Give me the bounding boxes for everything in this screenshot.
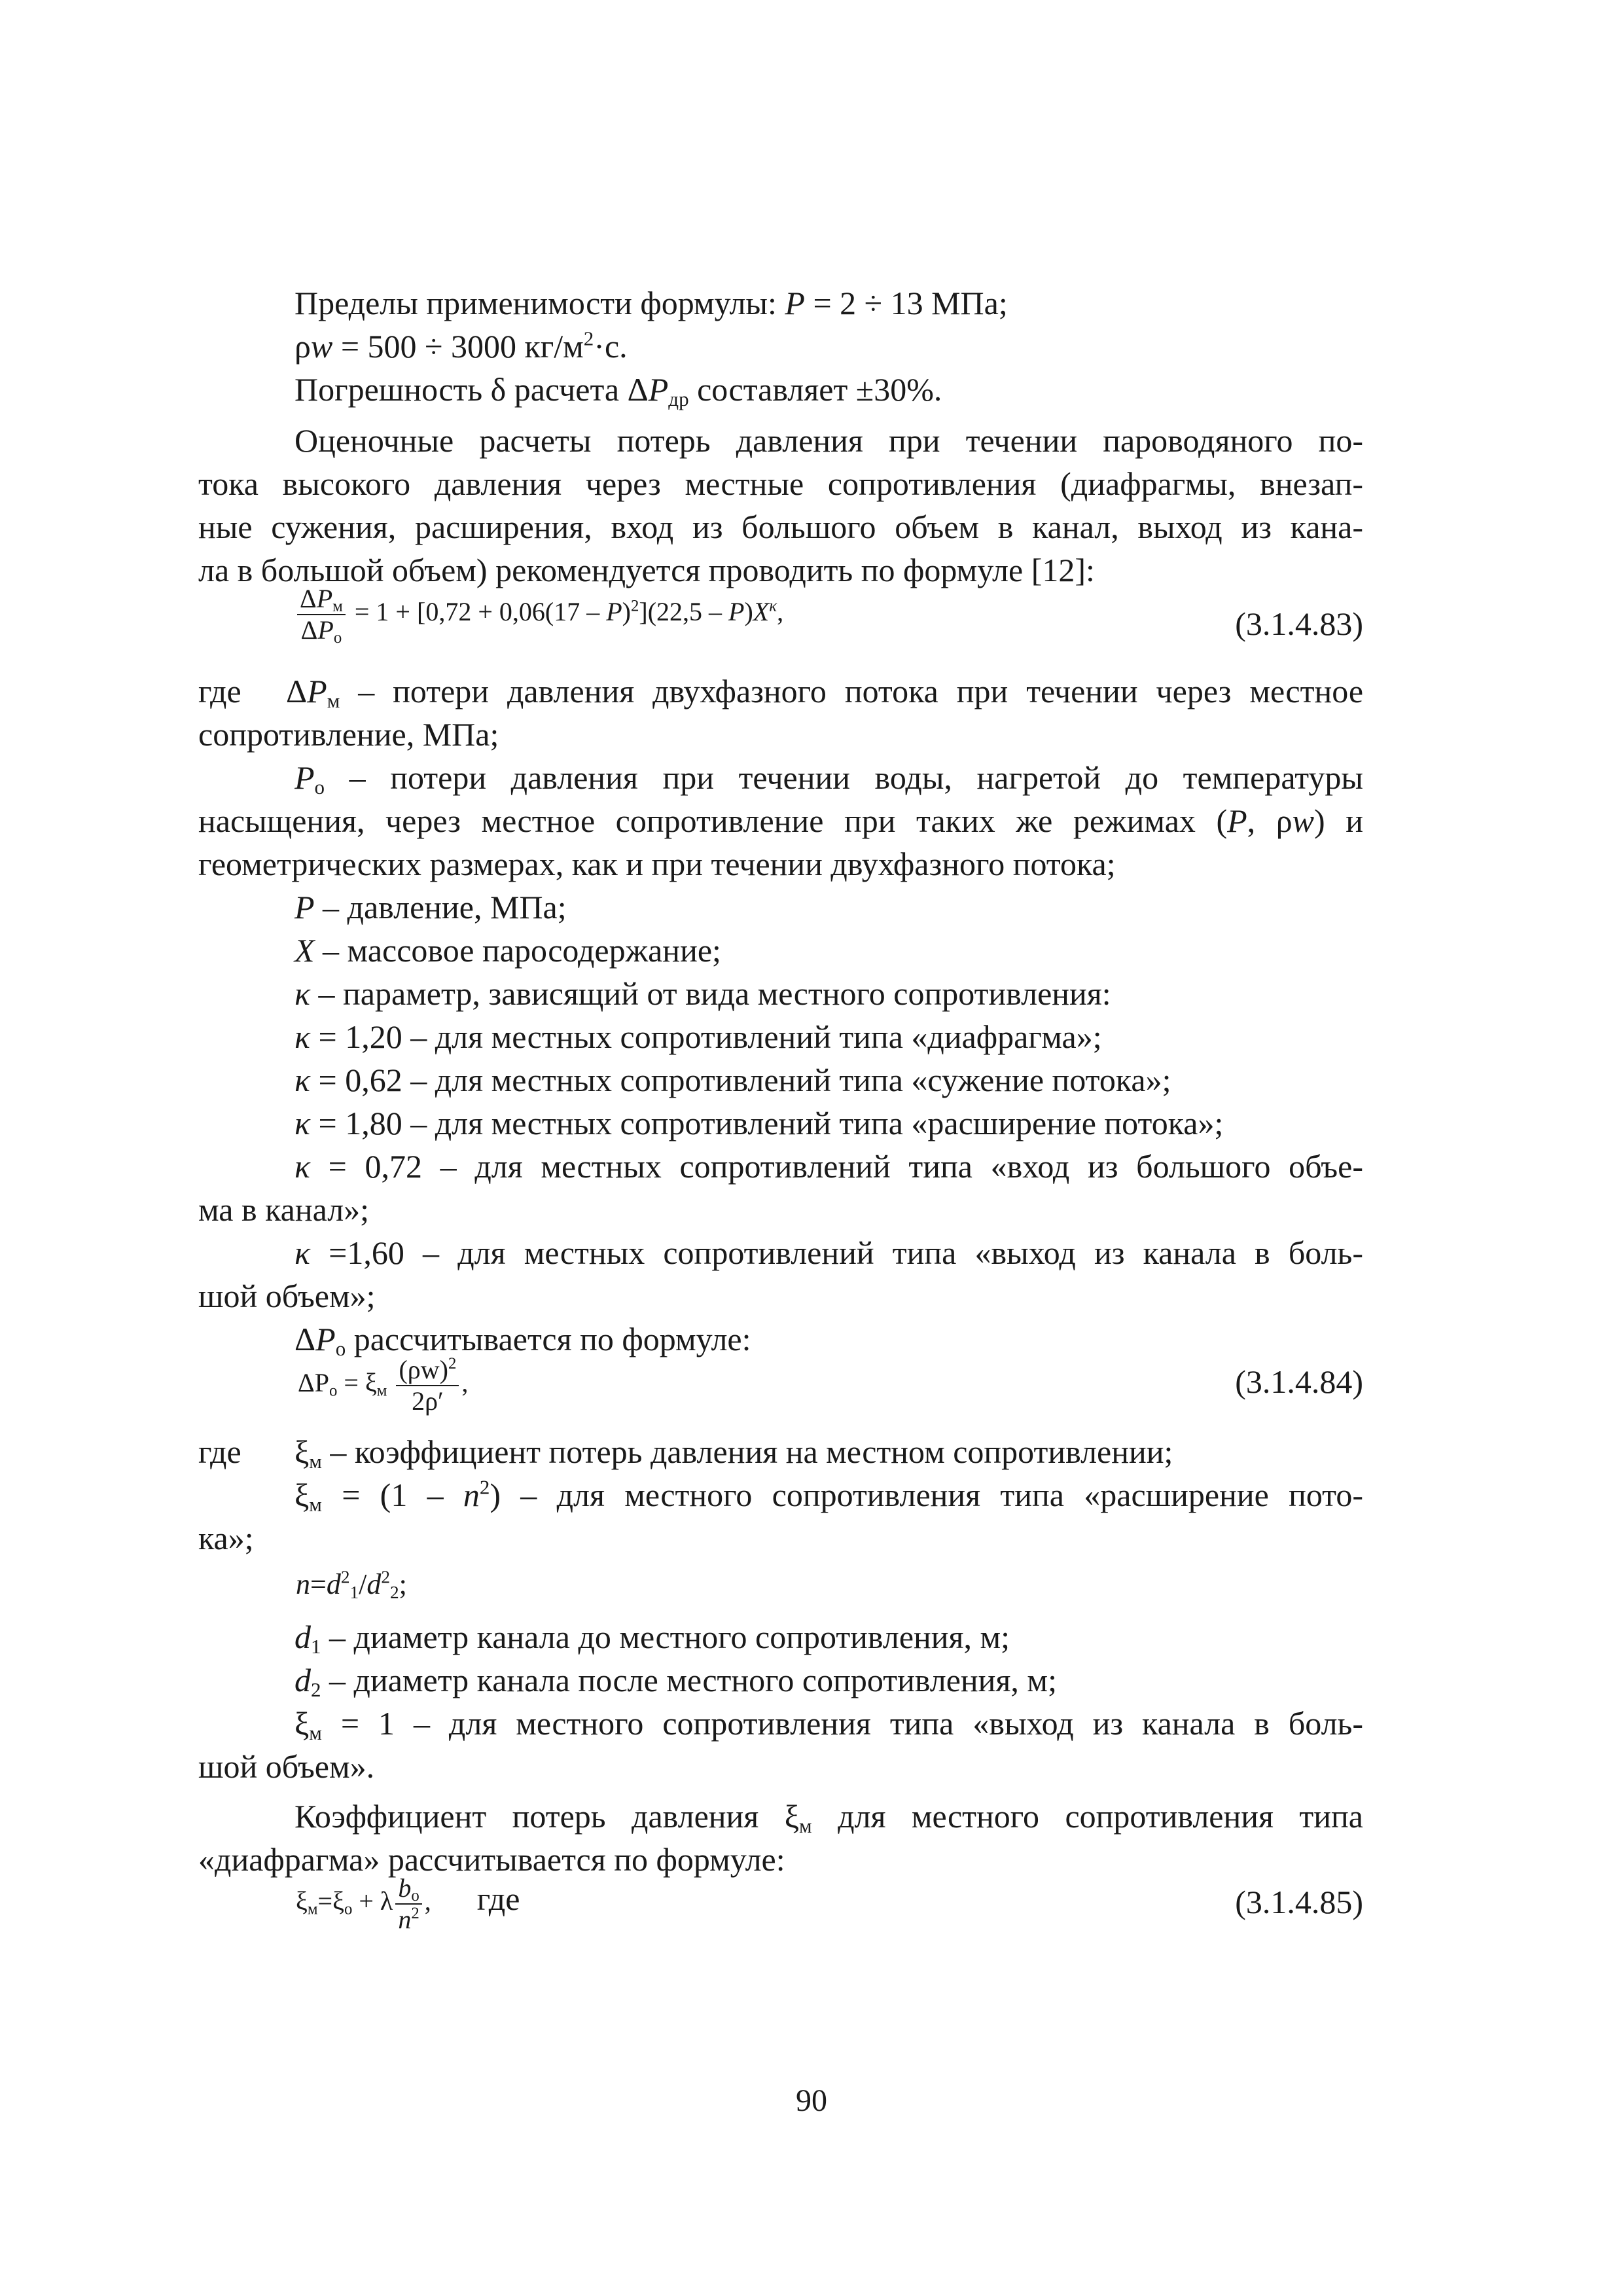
symbol-xi: ξ [294, 1477, 310, 1513]
text-run: для местного сопротивления типа [838, 1798, 1363, 1835]
numerator [396, 1355, 459, 1386]
text-run: составляет ±30%. [697, 371, 942, 408]
kappa-value-line [294, 1015, 1363, 1058]
superscript: 2 [448, 1355, 457, 1373]
formula-part: = [317, 1886, 333, 1916]
subscript: м [309, 1721, 322, 1744]
symbol-X: X [753, 597, 770, 627]
text-run: Пределы применимости формулы: [294, 285, 777, 321]
symbol-P: P [1227, 802, 1247, 839]
symbol-kappa: κ [294, 1234, 310, 1271]
subscript: м [799, 1814, 812, 1837]
symbol-delta: Δ [300, 584, 317, 613]
definition-line [294, 1659, 1363, 1702]
definition-line [294, 1702, 1363, 1745]
symbol-n: n [398, 1905, 412, 1934]
text-run: Погрешность δ расчета Δ [294, 371, 649, 408]
subscript: о [344, 1900, 353, 1918]
subscript: м [309, 1449, 322, 1473]
equation-number: (3.1.4.84) [1235, 1363, 1363, 1400]
rho-w-range-line [294, 325, 1363, 368]
superscript: 2 [411, 1905, 419, 1923]
symbol-xi: ξ [294, 1433, 310, 1470]
text-run: = 1 – для местного сопротивления типа «выход из канала в боль- [340, 1705, 1363, 1742]
definition-line [294, 1473, 1363, 1516]
symbol-kappa: κ [294, 1105, 310, 1141]
kappa-value-line [294, 1058, 1363, 1102]
superscript: 2 [381, 1567, 390, 1587]
symbol-kappa: κ [294, 1018, 310, 1055]
fraction [396, 1355, 459, 1416]
formula-3-1-4-84 [298, 1355, 468, 1416]
subscript: о [314, 775, 325, 798]
subscript: м [327, 689, 340, 712]
formula-part: = [310, 1568, 327, 1600]
subscript: 2 [389, 1582, 399, 1602]
formula-part: ) [744, 597, 753, 627]
symbol-d: d [294, 1662, 311, 1698]
symbol-d: d [366, 1568, 382, 1600]
text-run: – диаметр канала до местного сопротивления, м; [329, 1619, 1010, 1655]
text-run: = 2 ÷ 13 МПа; [813, 285, 1008, 321]
symbol-kappa: κ [294, 975, 310, 1012]
definition-line [294, 972, 1363, 1015]
symbol-kappa: κ [294, 1062, 310, 1098]
symbol-d: d [326, 1568, 341, 1600]
definition-line [294, 1615, 1363, 1659]
equation-number: (3.1.4.83) [1235, 605, 1363, 642]
kappa-value-line [294, 1145, 1363, 1188]
paragraph-line: ла в большой объем) рекомендуется проводить по формуле [12]: [198, 552, 1095, 588]
text-run: – давление, МПа; [323, 889, 567, 925]
kappa-value-line: ма в канал»; [198, 1191, 370, 1228]
definition-line [294, 756, 1363, 799]
formula-part: = [344, 1368, 359, 1398]
formula-part: ; [399, 1568, 407, 1600]
fraction [395, 1873, 421, 1935]
n-definition-formula [296, 1567, 407, 1602]
symbol-kappa: κ [294, 1148, 310, 1185]
symbol-P: P [307, 673, 327, 709]
error-line [294, 368, 1363, 411]
text-run: =1,60 – для местных сопротивлений типа «выход из канала в боль- [329, 1234, 1363, 1271]
formula-part: , [461, 1368, 469, 1398]
definition-line [294, 1430, 1363, 1473]
symbol-P: P [294, 889, 315, 925]
subscript: о [411, 1887, 419, 1905]
text-run: – потери давления двухфазного потока при течении через местное [358, 673, 1363, 709]
symbol-xi: ξ [296, 1886, 308, 1916]
where-label: где [198, 1433, 241, 1470]
text-run: = 0,62 – для местных сопротивлений типа «сужение потока»; [318, 1062, 1171, 1098]
symbol-n: n [463, 1477, 480, 1513]
paragraph-line: тока высокого давления через местные сопротивления (диафрагмы, внезап- [198, 465, 1363, 502]
definition-line [286, 670, 1363, 713]
superscript: 2 [340, 1567, 350, 1587]
symbol-P: P [316, 584, 333, 613]
subscript: 2 [311, 1677, 321, 1701]
formula-3-1-4-85 [296, 1873, 520, 1935]
definition-line: геометрических размерах, как и при течении двухфазного потока; [198, 846, 1116, 882]
formula-part: ) [622, 597, 631, 627]
symbol-P: P [315, 1321, 336, 1357]
text-run: рассчитывается по формуле: [353, 1321, 751, 1357]
symbol-xi: ξ [294, 1705, 310, 1742]
text-run: = 1,80 – для местных сопротивлений типа «расширение потока»; [318, 1105, 1224, 1141]
formula-part: , [424, 1886, 431, 1916]
text-run: , ρ [1247, 802, 1293, 839]
text-run: = 0,72 – для местных сопротивлений типа «вход из большого объе- [328, 1148, 1363, 1185]
symbol-n: n [296, 1568, 310, 1600]
paragraph-line: «диафрагма» рассчитывается по формуле: [198, 1841, 785, 1878]
kappa-value-line [294, 1231, 1363, 1274]
subscript: о [335, 1336, 346, 1360]
definition-line: шой объем». [198, 1748, 375, 1785]
definition-line [294, 886, 1363, 929]
text-run: – диаметр канала после местного сопротивления, м; [329, 1662, 1057, 1698]
symbol-d: d [294, 1619, 311, 1655]
formula-part: [0,72 + 0,06(17 – [417, 597, 600, 627]
symbol-b: b [398, 1873, 412, 1903]
superscript: 2 [479, 1475, 490, 1499]
superscript: 2 [583, 327, 594, 350]
paragraph-line: Оценочные расчеты потерь давления при течении пароводяного по- [294, 422, 1363, 459]
subscript: др [668, 387, 689, 410]
symbol-P: P [785, 285, 805, 321]
where-label: где [476, 1880, 520, 1918]
formula-part: , [777, 597, 784, 627]
symbol-w: w [310, 328, 333, 365]
subscript: м [332, 598, 343, 616]
fraction [297, 584, 346, 645]
text-run: – коэффициент потерь давления на местном сопротивлении; [330, 1433, 1173, 1470]
where-label: где [198, 673, 241, 709]
superscript: κ [769, 597, 777, 615]
numerator [297, 584, 346, 615]
definition-line: ка»; [198, 1520, 254, 1556]
definition-line: сопротивление, МПа; [198, 716, 499, 753]
symbol-rho: ρ [294, 328, 311, 365]
symbol-delta: Δ [286, 673, 308, 709]
page-number: 90 [796, 2083, 827, 2118]
superscript: 2 [630, 597, 639, 615]
symbol-P: P [648, 371, 669, 408]
text-run: = (1 – [342, 1477, 444, 1513]
subscript: м [309, 1492, 322, 1516]
formula-part: ](22,5 – [639, 597, 722, 627]
symbol-P: P [317, 615, 334, 645]
formula-part: / [359, 1568, 367, 1600]
definition-line [294, 929, 1363, 972]
denominator [395, 1905, 421, 1935]
formula-part: ΔP [298, 1368, 329, 1398]
text-run: – массовое паросодержание; [323, 932, 721, 969]
text-run: = 500 ÷ 3000 кг/м [340, 328, 584, 365]
subscript: м [376, 1382, 387, 1400]
subscript: о [329, 1382, 338, 1400]
equation-number: (3.1.4.85) [1235, 1884, 1363, 1920]
symbol-X: X [294, 932, 315, 969]
symbol-P: P [606, 597, 622, 627]
symbol-w: w [1292, 802, 1315, 839]
text-run: ) и [1314, 802, 1363, 839]
kappa-value-line [294, 1102, 1363, 1145]
numerator [395, 1873, 421, 1905]
paragraph-line: ные сужения, расширения, вход из большого объем в канал, выход из кана- [198, 509, 1363, 545]
symbol-xi: ξ [332, 1886, 344, 1916]
formula-3-1-4-83 [294, 584, 783, 645]
text-run: Коэффициент потерь давления [294, 1798, 759, 1835]
symbol-delta: Δ [294, 1321, 316, 1357]
kappa-value-line: шой объем»; [198, 1278, 376, 1314]
subscript: о [333, 629, 342, 647]
symbol-xi: ξ [784, 1798, 800, 1835]
symbol-xi: ξ [365, 1368, 377, 1398]
definition-line [198, 799, 1363, 842]
text-run: ) – для местного сопротивления типа «расширение пото- [490, 1477, 1363, 1513]
text-run: ·с. [594, 328, 628, 365]
symbol-lambda: λ [380, 1886, 393, 1916]
text-run: – потери давления при течении воды, нагретой до температуры [349, 759, 1363, 796]
subscript: 1 [349, 1582, 359, 1602]
text-run: – параметр, зависящий от вида местного сопротивления: [318, 975, 1111, 1012]
denominator: 2ρ′ [412, 1386, 444, 1416]
symbol-P: P [728, 597, 745, 627]
text-run: = 1,20 – для местных сопротивлений типа «диафрагма»; [318, 1018, 1102, 1055]
paragraph-line [294, 1795, 1363, 1838]
formula-part: = 1 + [354, 597, 410, 627]
subscript: 1 [311, 1634, 321, 1658]
formula-part: + [359, 1886, 374, 1916]
symbol-delta: Δ [300, 615, 318, 645]
text-run: насыщения, через местное сопротивление при таких же режимах ( [198, 802, 1228, 839]
symbol-P: P [294, 759, 315, 796]
formula-part: (ρw) [399, 1355, 448, 1384]
denominator [297, 615, 346, 645]
subscript: м [307, 1900, 318, 1918]
applicability-line [294, 281, 1363, 325]
